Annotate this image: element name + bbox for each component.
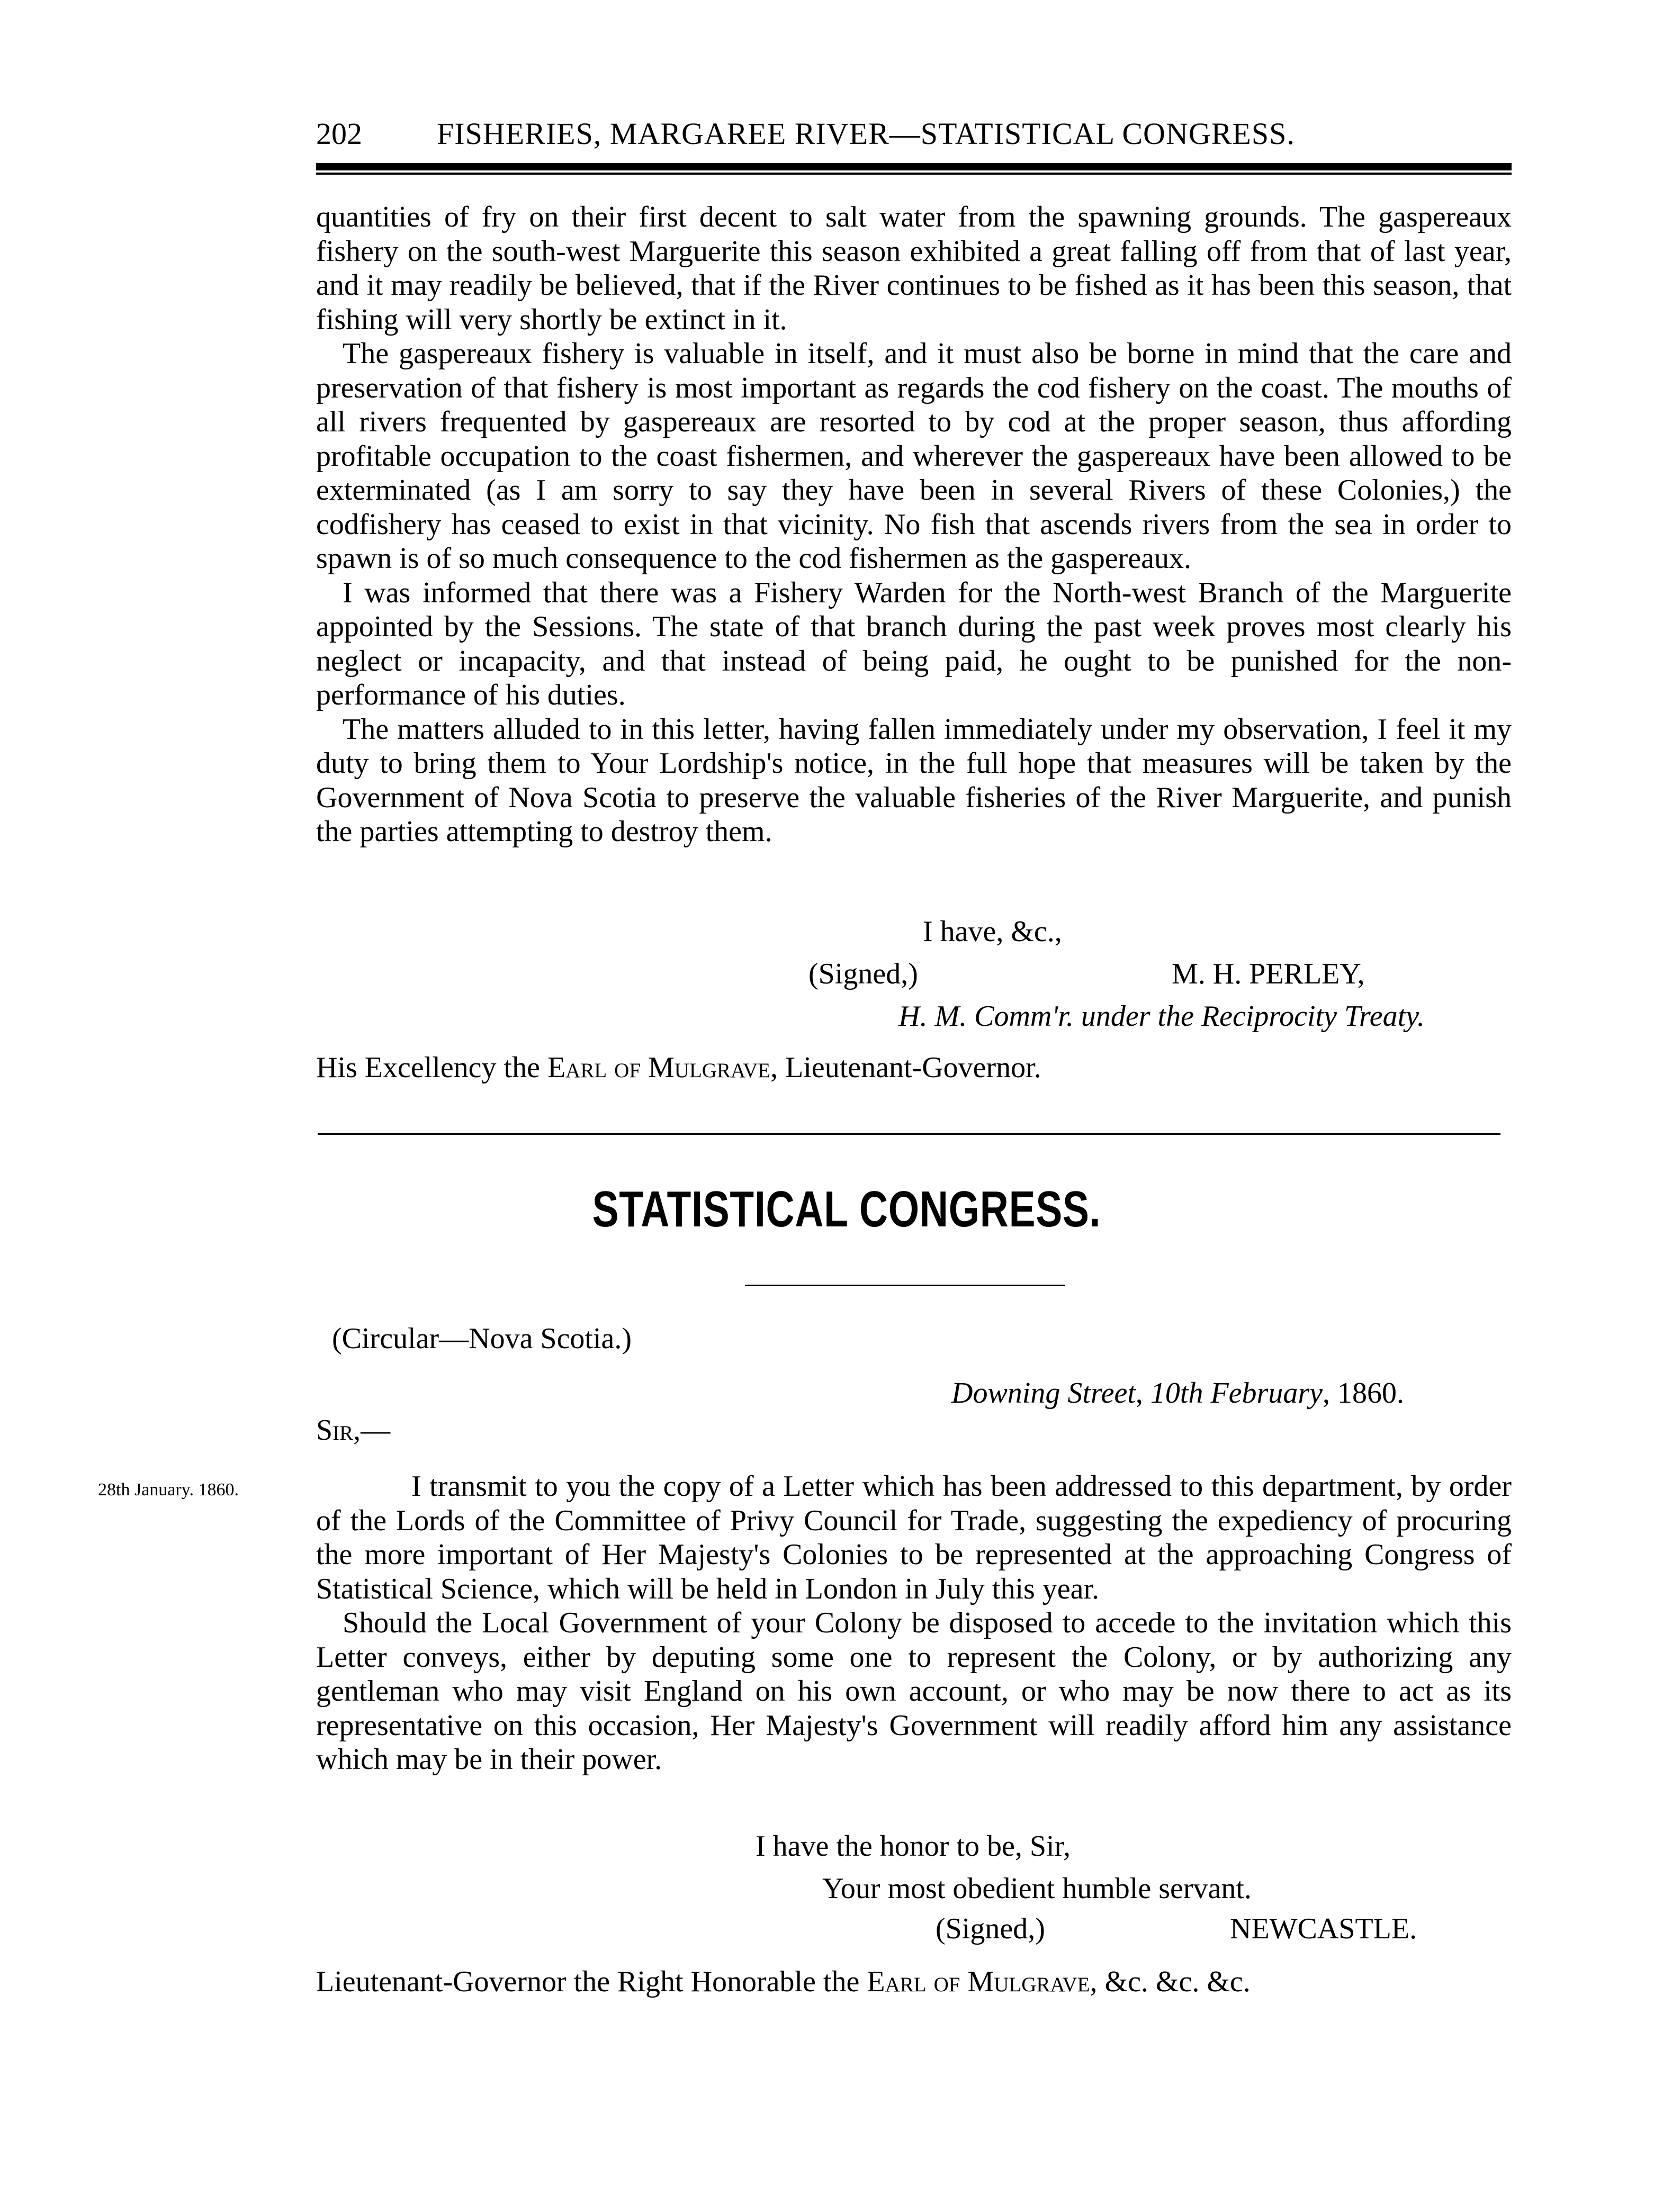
margin-note: 28th January. 1860. [98, 1480, 239, 1500]
dateline-year: , 1860. [1322, 1377, 1404, 1410]
dateline-place: Downing Street [951, 1377, 1136, 1410]
running-title: FISHERIES, MARGAREE RIVER—STATISTICAL CONGRESS. [437, 116, 1295, 151]
dateline-day: 10th February [1150, 1377, 1323, 1410]
letter2-signatory: NEWCASTLE. [1230, 1912, 1417, 1945]
dateline-sep: , [1135, 1377, 1150, 1410]
letter1-paragraph: The matters alluded to in this letter, having fallen immediately under my observation, I feel it my duty to bring them to Your Lordship's notice, in the full hope that measures will be taken by the Government of Nova Scotia to preserve the valuable fisheries of the River Marguerite, and punish the parties attempting to destroy them. [316, 712, 1512, 848]
letter2-signed: (Signed,) [936, 1912, 1045, 1945]
page-header [316, 115, 1523, 152]
letter1-paragraph: The gaspereaux fishery is valuable in itself, and it must also be borne in mind that the care and preservation of that fishery is most important as regards the cod fishery on the coast. The mouths of all rivers frequented by gaspereaux are resorted to by cod at the proper season, thus affording profitable occupation to the coast fishermen, and wherever the gaspereaux have been allowed to be exterminated (as I am sorry to say they have been in several Rivers of these Colonies,) the codfishery has ceased to exist in that vicinity. No fish that ascends rivers from the sea in order to spawn is of so much consequence to the cod fishermen as the gaspereaux. [316, 337, 1512, 575]
addressee-name: Earl of Mulgrave [867, 1965, 1090, 1998]
section-divider [318, 1133, 1500, 1135]
header-rule [316, 163, 1512, 170]
letter2-addressee [316, 1965, 1251, 1999]
letter1-closing: I have, &c., [923, 915, 1062, 948]
letter2-salutation: Sir,— [316, 1414, 391, 1447]
circular-label: (Circular—Nova Scotia.) [332, 1322, 632, 1355]
letter2-dateline [951, 1376, 1404, 1410]
letter1-paragraph: quantities of fry on their first decent to salt water from the spawning grounds. The gaspereaux fishery on the south-west Marguerite this season exhibited a great falling off from that of last year, and it may readily be believed, that if the River continues to be fished as it has been this season, that fishing will very shortly be extinct in it. [316, 201, 1512, 336]
letter1-signed: (Signed,) [808, 958, 918, 990]
title-rule [745, 1285, 1065, 1286]
letter1-body [316, 200, 1512, 849]
addressee-suffix: , Lieutenant-Governor. [770, 1051, 1041, 1084]
letter1-addressee [316, 1051, 1041, 1085]
letter1-signatory-title: H. M. Comm'r. under the Reciprocity Treaty. [898, 1000, 1425, 1033]
addressee-prefix: Lieutenant-Governor the Right Honorable the [316, 1965, 867, 1998]
letter2-closing2: Your most obedient humble servant. [822, 1872, 1252, 1905]
addressee-prefix: His Excellency the [316, 1051, 547, 1084]
section-title: STATISTICAL CONGRESS. [592, 1181, 1101, 1238]
letter2-body [316, 1469, 1512, 1777]
letter2-paragraph: Should the Local Government of your Colony be disposed to accede to the invitation which this Letter conveys, either by deputing some one to represent the Colony, or by authorizing any gentleman who may visit England on his own account, or who may be now there to act as its representative on this occasion, Her Majesty's Government will readily afford him any assistance which may be in their power. [316, 1606, 1512, 1776]
letter1-paragraph: I was informed that there was a Fishery Warden for the North-west Branch of the Marguerite appointed by the Sessions. The state of that branch during the past week proves most clearly his neglect or incapacity, and that instead of being paid, he ought to be punished for the non-performance of his duties. [316, 576, 1512, 711]
letter1-signatory: M. H. PERLEY, [1172, 958, 1365, 990]
letter2-closing1: I have the honor to be, Sir, [756, 1830, 1071, 1863]
letter2-paragraph: I transmit to you the copy of a Letter which has been addressed to this department, by order of the Lords of the Committee of Privy Council for Trade, suggesting the expediency of procuring the more important of Her Majesty's Colonies to be represented at the approaching Congress of Statistical Science, which will be held in London in July this year. [316, 1470, 1512, 1605]
page-number: 202 [316, 116, 362, 151]
addressee-name: Earl of Mulgrave [547, 1051, 771, 1084]
header-rule-thin [316, 173, 1512, 175]
addressee-suffix: , &c. &c. &c. [1090, 1965, 1251, 1998]
